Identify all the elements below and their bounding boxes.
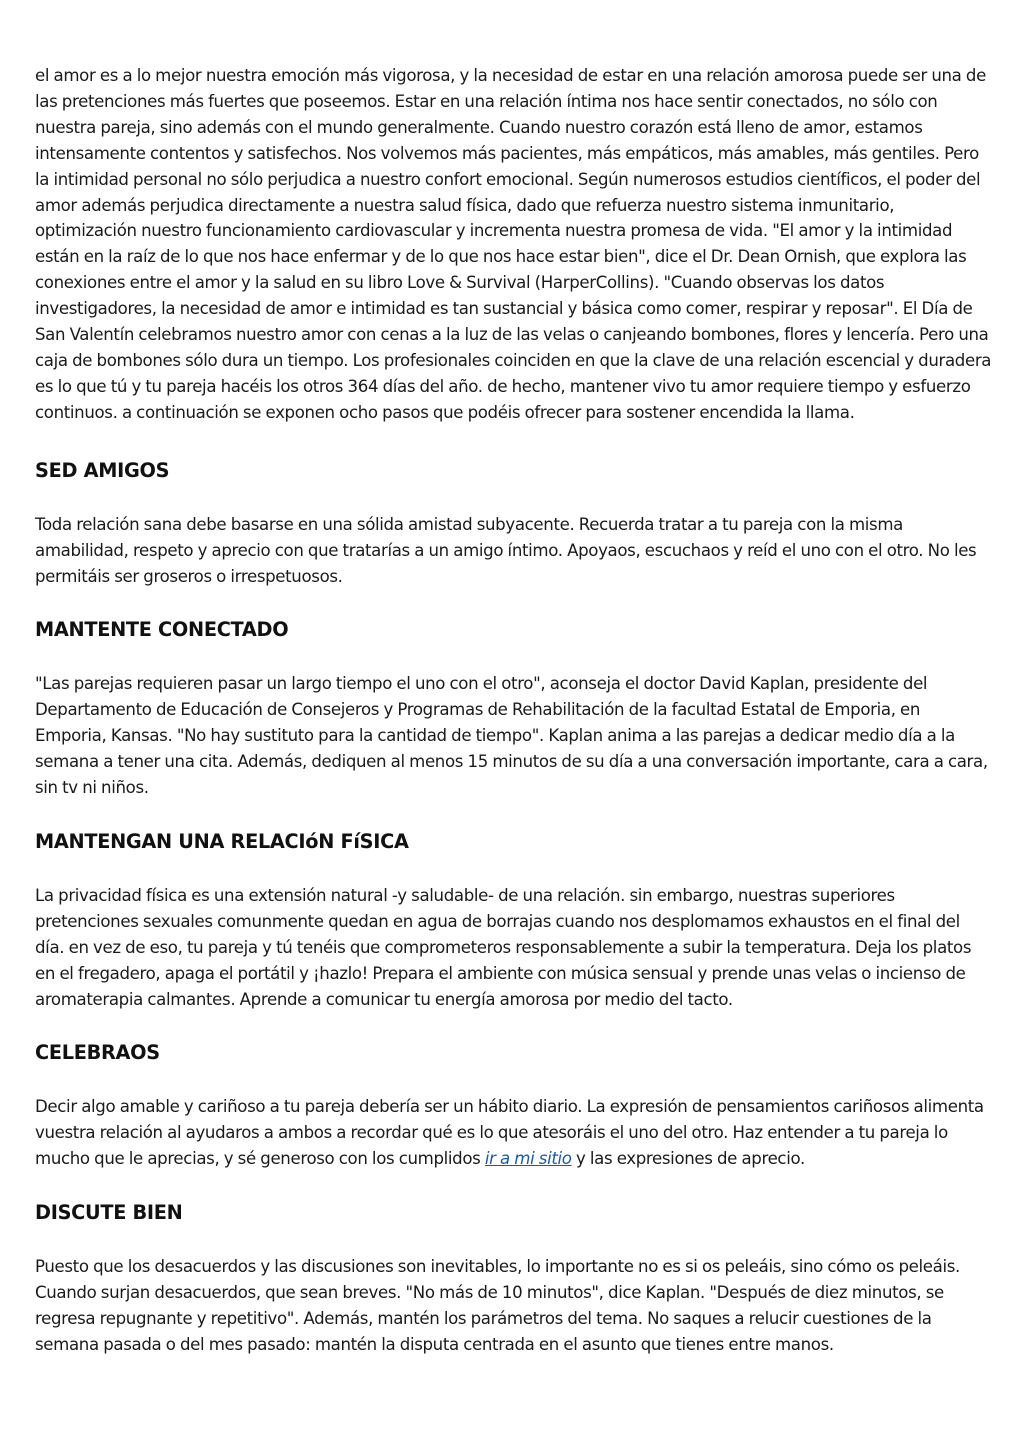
section-heading: MANTENTE CONECTADO bbox=[35, 618, 289, 642]
section-heading: MANTENGAN UNA RELACIóN FíSICA bbox=[35, 829, 409, 853]
article bbox=[35, 63, 993, 1386]
section-body: La privacidad física es una extensión natural -y saludable- de una relación. sin embargo, nuestras superiores pretenciones sexuales comunmente quedan en agua de borrajas cuando nos desplomamos exhaustos en el final del día. en vez de eso, tu pareja y tú tenéis que comprometeros responsablemente a subir la temperatura. Deja los platos en el fregadero, apaga el portátil y ¡hazlo! Prepara el ambiente con música sensual y prende unas velas o incienso de aromaterapia calmantes. Aprende a comunicar tu energía amorosa por medio del tacto. bbox=[35, 885, 972, 1009]
section-celebraos bbox=[35, 1040, 993, 1172]
section-body: Toda relación sana debe basarse en una sólida amistad subyacente. Recuerda tratar a tu pareja con la misma amabilidad, respeto y aprecio con que tratarías a un amigo íntimo. Apoyaos, escuchaos y reíd el uno con el otro. No les permitáis ser groseros o irrespetuosos. bbox=[35, 514, 977, 586]
section-body-text: y las expresiones de aprecio. bbox=[571, 1149, 805, 1169]
section-mantente-conectado bbox=[35, 617, 993, 801]
section-discute-bien bbox=[35, 1200, 993, 1358]
section-body-text: Decir algo amable y cariñoso a tu pareja debería ser un hábito diario. La expresión de pensamientos cariñosos alimenta vuestra relación al ayudaros a ambos a recordar qué es lo que atesoráis el uno del otro. Haz entender a tu pareja lo mucho que le aprecias, y sé generoso con los cumplidos bbox=[35, 1097, 984, 1169]
section-body bbox=[35, 1094, 993, 1172]
section-heading: CELEBRAOS bbox=[35, 1041, 160, 1065]
section-body: "Las parejas requieren pasar un largo tiempo el uno con el otro", aconseja el doctor David Kaplan, presidente del Departamento de Educación de Consejeros y Programas de Rehabilitación de la facultad Estatal de Emporia, en Emporia, Kansas. "No hay sustituto para la cantidad de tiempo". Kaplan anima a las parejas a dedicar medio día a la semana a tener una cita. Además, dediquen al menos 15 minutos de su día a una conversación importante, cara a cara, sin tv ni niños. bbox=[35, 674, 988, 798]
intro-paragraph: el amor es a lo mejor nuestra emoción más vigorosa, y la necesidad de estar en una relación amorosa puede ser una de las pretenciones más fuertes que poseemos. Estar en una relación íntima nos hace sentir conectados, no sólo con nuestra pareja, sino además con el mundo generalmente. Cuando nuestro corazón está lleno de amor, estamos intensamente contentos y satisfechos. Nos volvemos más pacientes, más empáticos, más amables, más gentiles. Pero la intimidad personal no sólo perjudica a nuestro confort emocional. Según numerosos estudios científicos, el poder del amor además perjudica directamente a nuestra salud física, dado que refuerza nuestro sistema inmunitario, optimización nuestro funcionamiento cardiovascular y incrementa nuestra promesa de vida. "El amor y la intimidad están en la raíz de lo que nos hace enfermar y de lo que nos hace estar bien", dice el Dr. Dean Ornish, que explora las conexiones entre el amor y la salud en su libro Love & Survival (HarperCollins). "Cuando observas los datos investigadores, la necesidad de amor e intimidad es tan sustancial y básica como comer, respirar y reposar". El Día de San Valentín celebramos nuestro amor con cenas a la luz de las velas o canjeando bombones, flores y lencería. Pero una caja de bombones sólo dura un tiempo. Los profesionales coinciden en que la clave de una relación escencial y duradera es lo que tú y tu pareja hacéis los otros 364 días del año. de hecho, mantener vivo tu amor requiere tiempo y esfuerzo continuos. a continuación se exponen ocho pasos que podéis ofrecer para sostener encendida la llama. bbox=[35, 66, 992, 422]
ir-a-mi-sitio-link[interactable]: ir a mi sitio bbox=[484, 1149, 572, 1169]
section-sed-amigos bbox=[35, 458, 993, 590]
section-heading: DISCUTE BIEN bbox=[35, 1201, 183, 1225]
section-body: Puesto que los desacuerdos y las discusiones son inevitables, lo importante no es si os peleáis, sino cómo os peleáis. Cuando surjan desacuerdos, que sean breves. "No más de 10 minutos", dice Kaplan. "Después de diez minutos, se regresa repugnante y repetitivo". Además, mantén los parámetros del tema. No saques a relucir cuestiones de la semana pasada o del mes pasado: mantén la disputa centrada en el asunto que tienes entre manos. bbox=[35, 1257, 960, 1354]
section-relacion-fisica bbox=[35, 829, 993, 1013]
section-heading: SED AMIGOS bbox=[35, 458, 170, 482]
